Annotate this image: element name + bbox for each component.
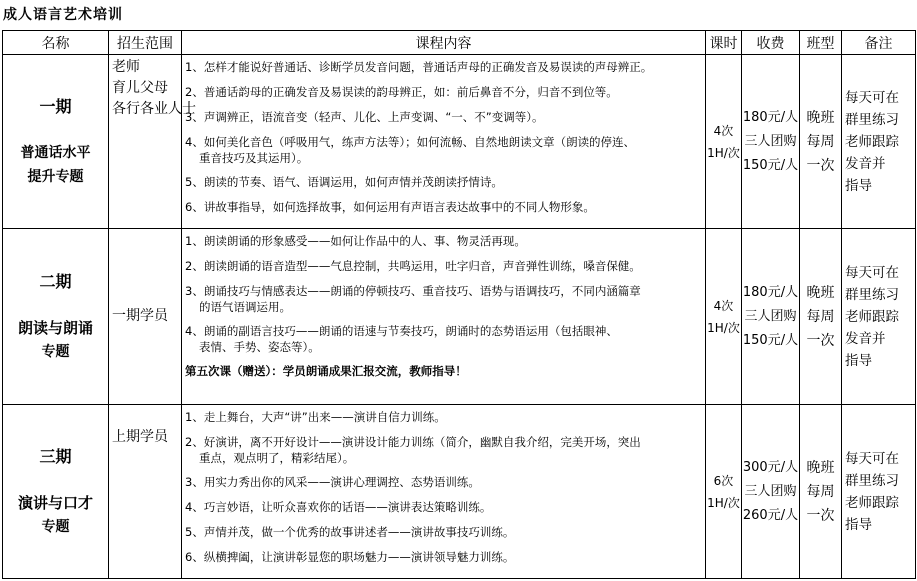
header-note: 备注 (842, 31, 916, 55)
course-name-cell (3, 405, 109, 579)
class-line: 晚班 (806, 284, 835, 301)
fee-line: 300元/人 (742, 459, 799, 475)
course-table (2, 30, 916, 579)
topic-line: 专题 (41, 519, 70, 535)
class-line: 晚班 (806, 109, 835, 126)
phase-label: 三期 (39, 447, 72, 466)
note-line: 指导 (845, 177, 872, 194)
class-line: 每周 (806, 308, 835, 325)
class-line: 一次 (806, 157, 835, 174)
phase-label: 一期 (39, 97, 72, 116)
table-row (3, 55, 916, 229)
note-line: 指导 (845, 352, 872, 369)
course-content-cell (182, 229, 706, 405)
note-cell (842, 55, 916, 229)
enrollment-range-cell (109, 229, 182, 405)
fee-line: 150元/人 (742, 332, 799, 348)
content-item (182, 319, 705, 359)
range-line: 老师 (112, 59, 140, 75)
content-item-first: 4、如何美化音色（呼吸用气，练声方法等）；如何流畅、自然地朗读文章（朗读的停连、 (185, 135, 636, 149)
phase-label: 二期 (39, 272, 72, 291)
fee-line: 三人团购 (744, 483, 797, 499)
note-line: 群里练习 (845, 472, 899, 489)
hours-length: 1H/次 (707, 495, 740, 510)
class-line: 晚班 (806, 459, 835, 476)
content-item-first: 2、好演讲，离不开好设计——演讲设计能力训练（简介，幽默自我介绍，完美开场，突出 (185, 435, 641, 449)
table-row (3, 405, 916, 579)
course-name-cell (3, 229, 109, 405)
fee-line: 180元/人 (742, 109, 799, 125)
note-line: 发音并 (845, 330, 886, 347)
header-hours: 课时 (706, 31, 742, 55)
enrollment-range-cell (109, 405, 182, 579)
class-type-cell (800, 405, 842, 579)
note-line: 每天可在 (845, 264, 899, 281)
content-item: 3、用实力秀出你的风采——演讲心理调控、态势语训练。 (185, 475, 480, 489)
hours-cell (706, 405, 742, 579)
content-item: 1、朗读朗诵的形象感受——如何让作品中的人、事、物灵活再现。 (185, 234, 526, 248)
content-item: 6、纵横捭阖，让演讲彰显您的职场魅力——演讲领导魅力训练。 (185, 550, 515, 564)
content-item: 1、怎样才能说好普通话、诊断学员发音问题，普通话声母的正确发音及易误读的声母辨正。 (185, 60, 653, 74)
range-line: 各行各业人士 (112, 101, 196, 117)
hours-cell (706, 229, 742, 405)
table-row (3, 229, 916, 405)
content-item (182, 430, 705, 470)
fee-line: 三人团购 (744, 133, 797, 149)
content-item-first: 3、朗诵技巧与情感表达——朗诵的停顿技巧、重音技巧、语势与语调技巧，不同内涵篇章 (185, 284, 641, 298)
content-item (182, 279, 705, 319)
content-item-first: 4、朗诵的副语言技巧——朗诵的语速与节奏技巧，朗诵时的态势语运用（包括眼神、 (185, 324, 618, 338)
header-row (3, 31, 916, 55)
note-line: 群里练习 (845, 286, 899, 303)
course-name-cell (3, 55, 109, 229)
content-item: 2、朗读朗诵的语音造型——气息控制，共鸣运用，吐字归音，声音弹性训练，嗓音保健。 (185, 259, 641, 273)
content-item: 5、朗读的节奏、语气、语调运用，如何声情并茂朗读抒情诗。 (185, 175, 503, 189)
header-name: 名称 (3, 31, 109, 55)
topic-line: 专题 (41, 344, 70, 360)
note-line: 老师跟踪 (845, 308, 899, 325)
header-class-type: 班型 (800, 31, 842, 55)
content-item: 4、巧言妙语，让听众喜欢你的话语——演讲表达策略训练。 (185, 500, 492, 514)
hours-cell (706, 55, 742, 229)
class-type-cell (800, 229, 842, 405)
note-cell (842, 229, 916, 405)
content-item: 1、走上舞台，大声“讲”出来——演讲自信力训练。 (185, 410, 446, 424)
fee-line: 180元/人 (742, 284, 799, 300)
content-item-cont: 的语气语调运用。 (199, 300, 291, 314)
class-line: 一次 (806, 507, 835, 524)
topic-line: 普通话水平 (20, 145, 91, 161)
content-item-cont: 重音技巧及其运用）。 (199, 151, 309, 165)
topic-line: 提升专题 (27, 169, 84, 185)
content-item-cont: 重点，观点明了，精彩结尾）。 (199, 451, 355, 465)
hours-length: 1H/次 (707, 145, 740, 160)
note-line: 每天可在 (845, 89, 899, 106)
fee-cell (742, 55, 800, 229)
bonus-lesson: 第五次课（赠送）：学员朗诵成果汇报交流，教师指导！ (185, 364, 467, 378)
fee-cell (742, 229, 800, 405)
fee-line: 260元/人 (742, 507, 799, 523)
content-item: 3、声调辨正，语流音变（轻声、儿化、上声变调、“一、不”变调等）。 (185, 110, 544, 124)
fee-line: 三人团购 (744, 308, 797, 324)
hours-length: 1H/次 (707, 320, 740, 335)
topic-line: 朗读与朗诵 (17, 319, 93, 337)
document-title: 成人语言艺术培训 (3, 7, 123, 23)
course-content-cell (182, 55, 706, 229)
header-content: 课程内容 (182, 31, 706, 55)
note-cell (842, 405, 916, 579)
hours-count: 6次 (713, 473, 734, 488)
range-line: 一期学员 (112, 308, 168, 324)
content-item: 5、声情并茂，做一个优秀的故事讲述者——演讲故事技巧训练。 (185, 525, 515, 539)
class-type-cell (800, 55, 842, 229)
fee-cell (742, 405, 800, 579)
content-item: 6、讲故事指导，如何选择故事，如何运用有声语言表达故事中的不同人物形象。 (185, 200, 595, 214)
class-line: 每周 (806, 133, 835, 150)
header-fee: 收费 (742, 31, 800, 55)
fee-line: 150元/人 (742, 157, 799, 173)
class-line: 每周 (806, 483, 835, 500)
note-line: 老师跟踪 (845, 494, 899, 511)
range-line: 育儿父母 (112, 80, 168, 96)
enrollment-range-cell (109, 55, 196, 229)
content-item: 2、普通话韵母的正确发音及易误读的韵母辨正，如：前后鼻音不分，归音不到位等。 (185, 85, 618, 99)
hours-count: 4次 (713, 123, 734, 138)
note-line: 指导 (845, 516, 872, 533)
note-line: 老师跟踪 (845, 133, 899, 150)
note-line: 群里练习 (845, 111, 899, 128)
note-line: 发音并 (845, 155, 886, 172)
content-item (182, 130, 705, 170)
course-content-cell (182, 405, 706, 579)
header-range: 招生范围 (109, 31, 182, 55)
hours-count: 4次 (713, 298, 734, 313)
topic-line: 演讲与口才 (17, 494, 93, 512)
note-line: 每天可在 (845, 450, 899, 467)
content-item-cont: 表情、手势、姿态等）。 (199, 340, 320, 354)
range-line: 上期学员 (112, 429, 168, 445)
class-line: 一次 (806, 332, 835, 349)
